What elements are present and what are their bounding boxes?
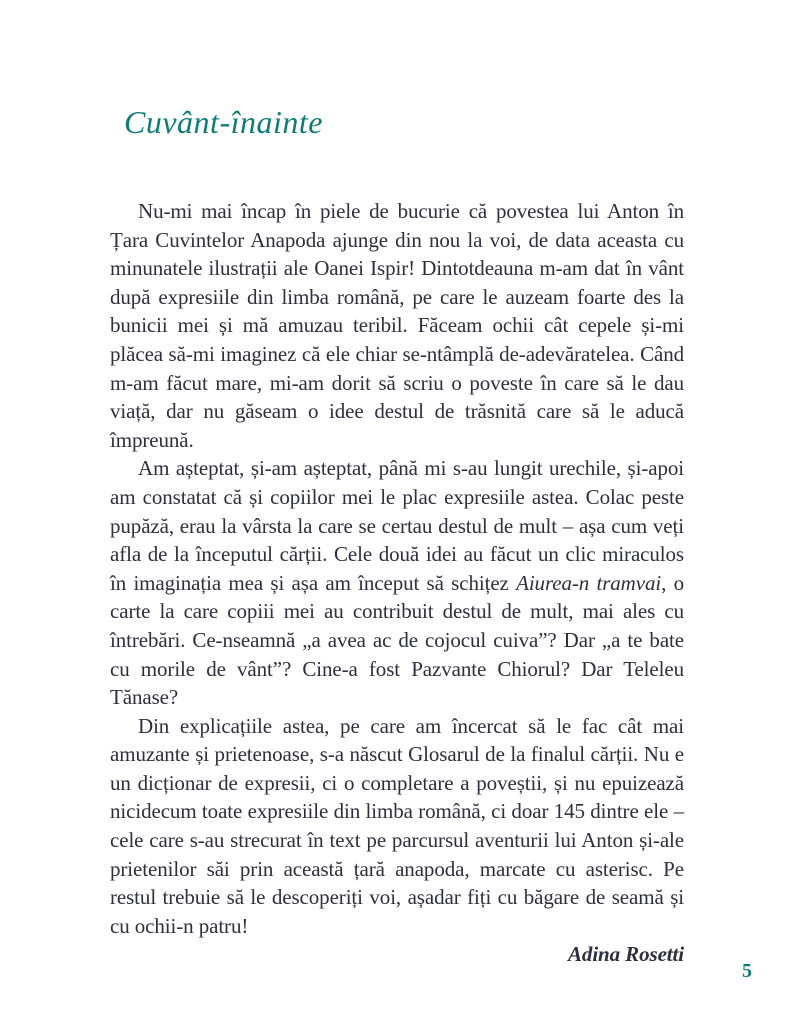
referenced-book-title: Aiurea-n tramvai [516,570,662,595]
paragraph [110,197,684,454]
paragraph-text: , o carte la care copiii mei au contribuit destul de mult, mai ales cu întrebări. Ce-nseamnă „a avea ac de cojocul cuiva”? Dar „a te bate cu morile de vânt”? Cine-a fost Pazvante Chiorul? Dar Teleleu Tănase? [110,570,684,710]
paragraph [110,454,684,711]
foreword-body [110,197,684,969]
author-signature: Adina Rosetti [568,942,684,967]
paragraph-text: Nu-mi mai încap în piele de bucurie că povestea lui Anton în Țara Cuvintelor Anapoda ajunge din nou la voi, de data aceasta cu minunatele ilustrații ale Oanei Ispir! Dintotdeauna m-am dat în vânt după expresiile din limba română, pe care le auzeam foarte des la bunicii mei și mă amuzau teribil. Făceam ochii cât cepele și-mi plăcea să-mi imaginez că ele chiar se-ntâmplă de-adevăratelea. Când m-am făcut mare, mi-am dorit să scriu o poveste în care să le dau viață, dar nu găseam o idee destul de trăsnită care să le aducă împreună. [110,199,684,452]
chapter-title: Cuvânt-înainte [124,104,323,140]
paragraph-text: Am așteptat, și-am așteptat, până mi s-au lungit urechile, și-apoi am constatat că și copiilor mei le plac expresiile astea. Colac peste pupăză, erau la vârsta la care se certau destul de mult – așa cum veți afla de la începutul cărții. Cele două idei au făcut un clic miraculos în imaginația mea și așa am început să schițez [110,456,684,595]
page-number: 5 [742,960,752,982]
paragraph: Din explicațiile astea, pe care am încercat să le fac cât mai amuzante și prietenoase, s-a născut Glosarul de la finalul cărții. Nu e un dicționar de expresii, ci o completare a poveștii, și nu epuizează nicidecum toate expresiile din limba română, ci doar 145 dintre ele – cele care s-au strecurat în text pe parcursul aventurii lui Anton și-ale prietenilor săi prin această țară anapoda, marcate cu asterisc. Pe restul trebuie să le descoperiți voi, așadar fiți cu băgare de seamă și cu ochii-n patru! [110,713,684,938]
